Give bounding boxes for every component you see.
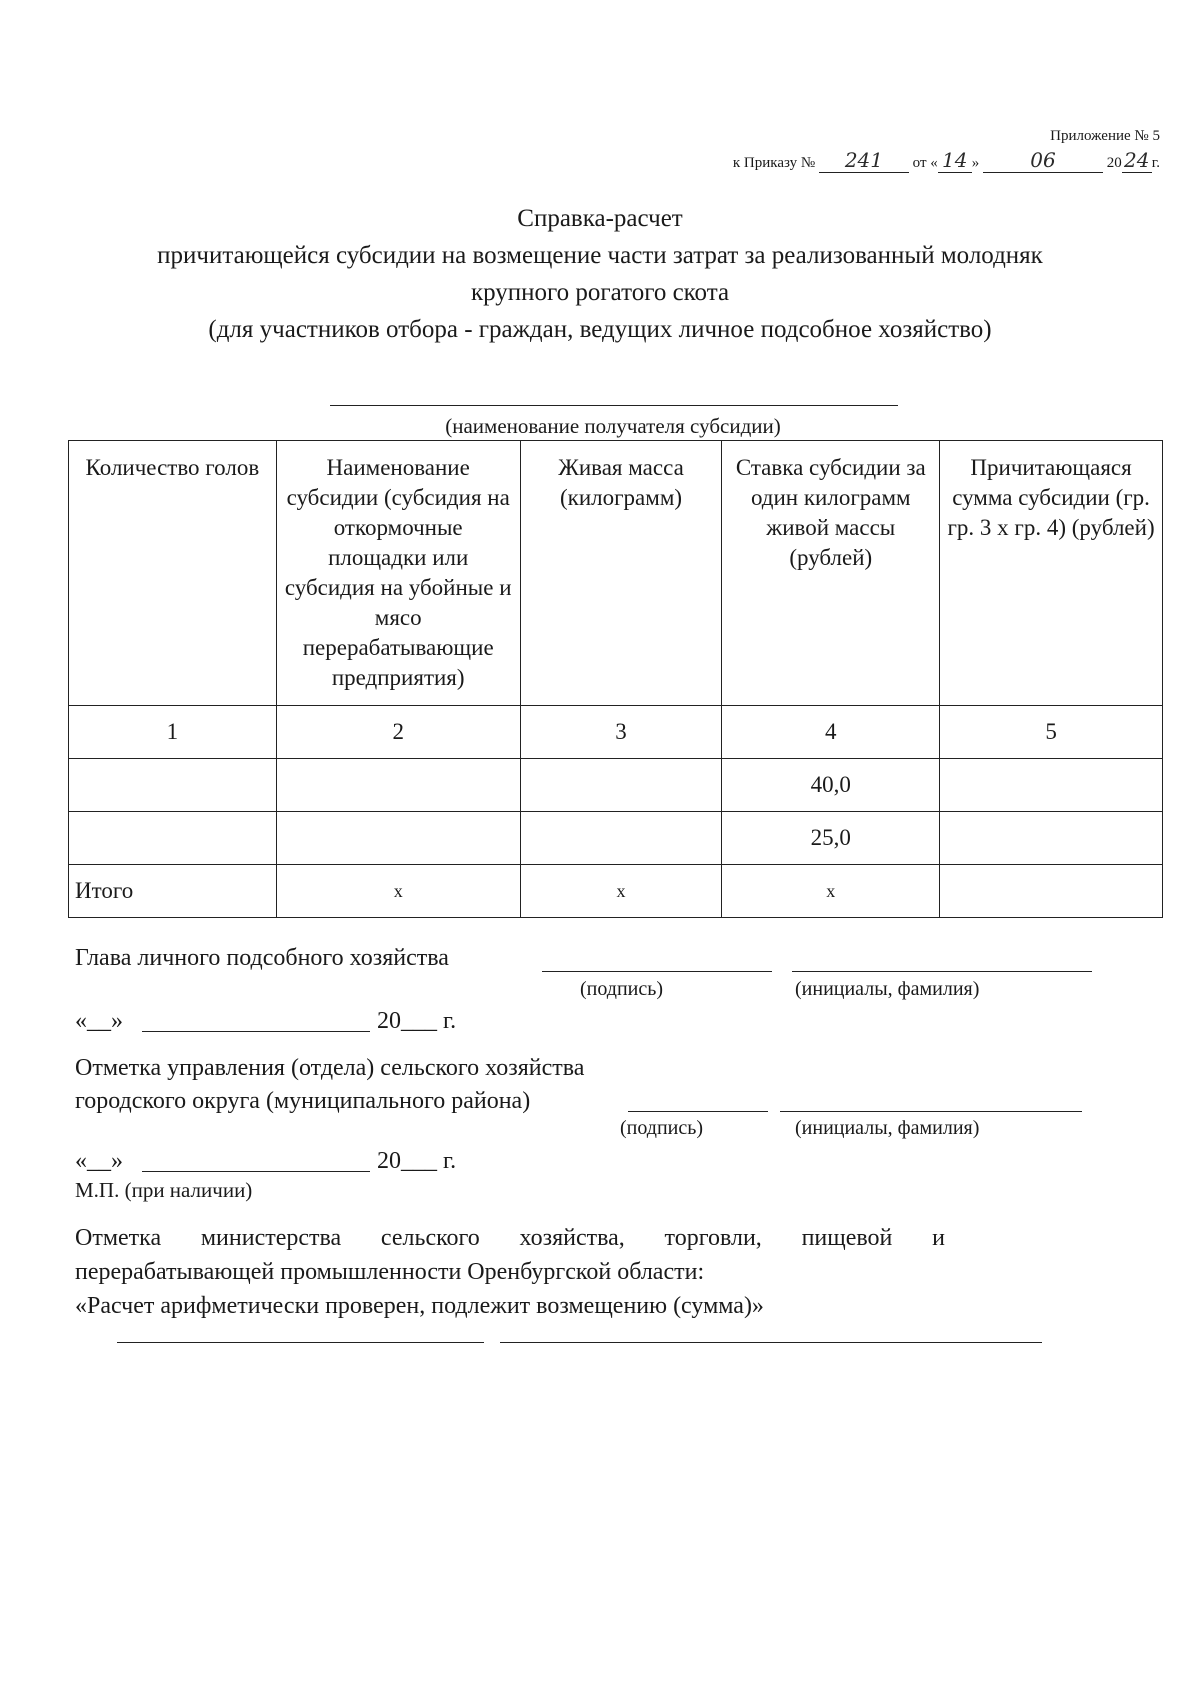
department-label-1: Отметка управления (отдела) сельского хозяйства: [75, 1055, 585, 1081]
column-number-row: [69, 706, 1163, 759]
cell-head-count[interactable]: [69, 759, 277, 812]
total-sum-cell[interactable]: [940, 865, 1163, 918]
appendix-label: Приложение № 5: [1050, 128, 1160, 144]
head-signature-line[interactable]: [542, 971, 772, 972]
ministry-label-3: «Расчет арифметически проверен, подлежит возмещению (сумма)»: [75, 1293, 764, 1319]
department-name-line[interactable]: [780, 1111, 1082, 1112]
column-number: 3: [520, 706, 722, 759]
recipient-name-line[interactable]: [330, 405, 898, 406]
order-year: 24: [1122, 148, 1152, 173]
column-number: 1: [69, 706, 277, 759]
order-year-suffix: г.: [1151, 155, 1160, 171]
document-subtitle-1: причитающейся субсидии на возмещение части затрат за реализованный молодняк: [157, 242, 1043, 269]
head-signature-caption: (подпись): [580, 978, 664, 1000]
table-row: [69, 759, 1163, 812]
department-date-year: 20___ г.: [377, 1148, 457, 1174]
column-number: 2: [276, 706, 520, 759]
order-prefix: к Приказу №: [732, 155, 816, 171]
cell-subsidy-name[interactable]: [276, 759, 520, 812]
total-x-mark: х: [722, 865, 940, 918]
cell-head-count[interactable]: [69, 812, 277, 865]
header-subsidy-sum: Причитающаяся сумма субсидии (гр. гр. 3 х гр. 4) (рублей): [940, 441, 1163, 706]
department-date-open: «__»: [75, 1148, 123, 1174]
cell-subsidy-rate: 40,0: [722, 759, 940, 812]
subsidy-table: [68, 440, 1163, 918]
department-signature-caption: (подпись): [620, 1117, 704, 1139]
table-header-row: [69, 441, 1163, 706]
order-day: 14: [938, 148, 972, 173]
ministry-sum-line[interactable]: [500, 1342, 1042, 1343]
stamp-note: М.П. (при наличии): [75, 1178, 253, 1202]
total-x-mark: х: [520, 865, 722, 918]
header-subsidy-rate: Ставка субсидии за один килограмм живой массы (рублей): [722, 441, 940, 706]
order-day-close: »: [971, 155, 980, 171]
department-signature-line[interactable]: [628, 1111, 768, 1112]
order-from: от «: [912, 155, 938, 171]
cell-subsidy-name[interactable]: [276, 812, 520, 865]
column-number: 4: [722, 706, 940, 759]
head-date-open: «__»: [75, 1008, 123, 1034]
department-name-caption: (инициалы, фамилия): [795, 1117, 980, 1139]
column-number: 5: [940, 706, 1163, 759]
ministry-label-1: Отметка министерства сельского хозяйства, торговли, пищевой и: [75, 1225, 945, 1251]
head-date-year: 20___ г.: [377, 1008, 457, 1034]
document-subtitle-2: крупного рогатого скота: [470, 279, 730, 306]
ministry-label-2: перерабатывающей промышленности Оренбургской области:: [75, 1259, 705, 1285]
order-reference: [733, 148, 1160, 173]
total-label: Итого: [69, 865, 277, 918]
cell-live-weight[interactable]: [520, 812, 722, 865]
order-month: 06: [983, 148, 1103, 173]
header-subsidy-name: Наименование субсидии (субсидия на откормочные площадки или субсидия на убойные и мясо перерабатывающие предприятия): [276, 441, 520, 706]
ministry-signature-line[interactable]: [117, 1342, 484, 1343]
head-name-caption: (инициалы, фамилия): [795, 978, 980, 1000]
cell-subsidy-rate: 25,0: [722, 812, 940, 865]
cell-live-weight[interactable]: [520, 759, 722, 812]
document-subtitle-3: (для участников отбора - граждан, ведущих личное подсобное хозяйство): [208, 316, 992, 343]
department-label-2: городского округа (муниципального района): [75, 1088, 531, 1114]
order-year-prefix: 20: [1106, 155, 1122, 171]
order-number: 241: [819, 148, 909, 173]
document-title: Справка-расчет: [517, 205, 683, 232]
head-date-line[interactable]: [142, 1031, 370, 1032]
cell-subsidy-sum[interactable]: [940, 812, 1163, 865]
head-label: Глава личного подсобного хозяйства: [75, 945, 449, 971]
department-date-line[interactable]: [142, 1171, 370, 1172]
head-name-line[interactable]: [792, 971, 1092, 972]
recipient-caption: (наименование получателя субсидии): [445, 414, 781, 438]
header-live-weight: Живая масса (килограмм): [520, 441, 722, 706]
cell-subsidy-sum[interactable]: [940, 759, 1163, 812]
table-total-row: [69, 865, 1163, 918]
table-row: [69, 812, 1163, 865]
total-x-mark: х: [276, 865, 520, 918]
header-head-count: Количество голов: [69, 441, 277, 706]
